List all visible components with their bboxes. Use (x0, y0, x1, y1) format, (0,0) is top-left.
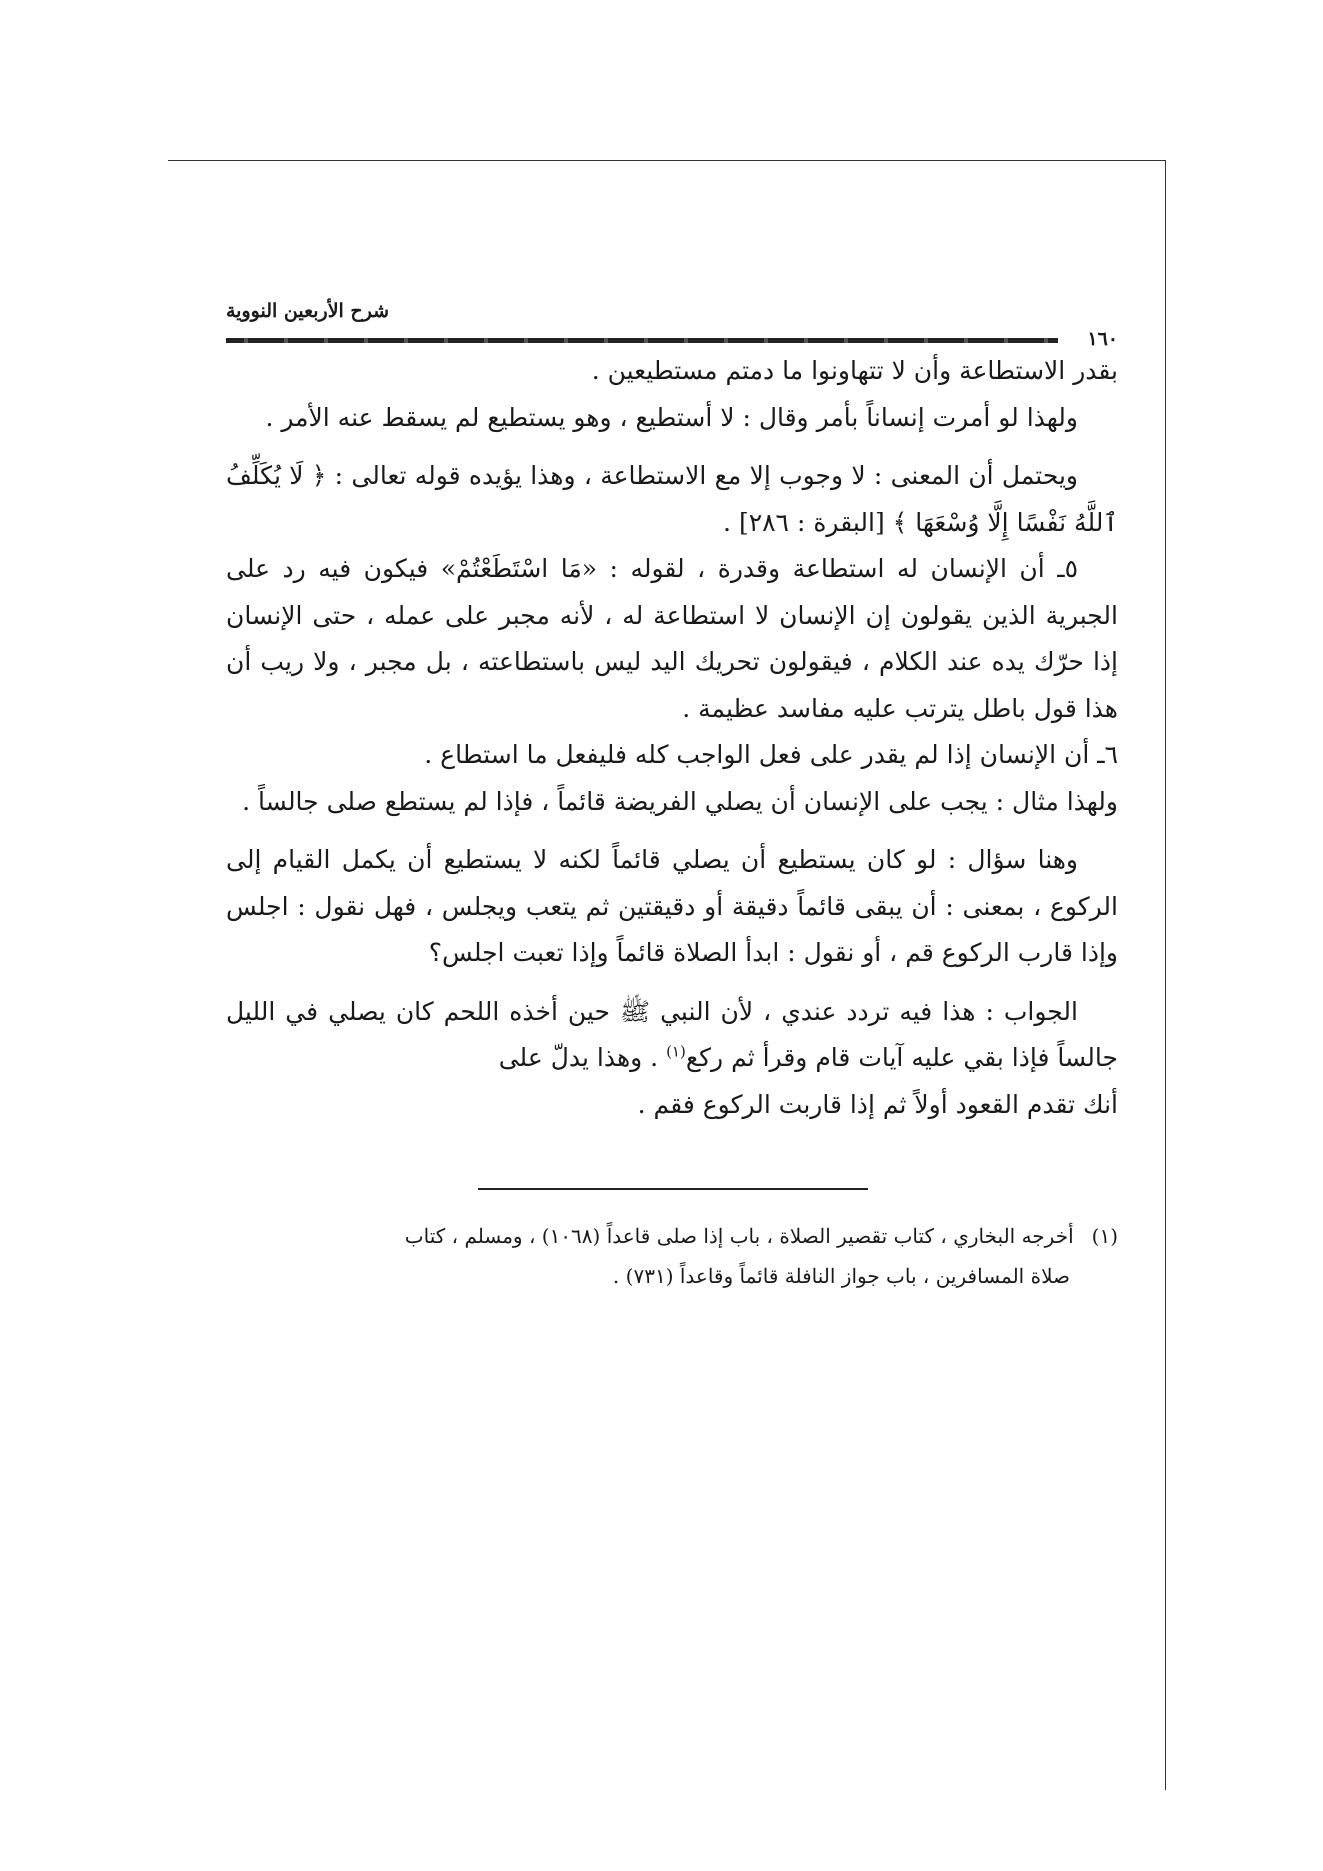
page-number: ١٦٠ (1079, 328, 1118, 350)
header-rule (226, 338, 1058, 343)
paragraph-6: ولهذا مثال : يجب على الإنسان أن يصلي الفريضة قائماً ، فإذا لم يستطع صلى جالساً . (242, 786, 1118, 816)
paragraph-5: ٦ـ أن الإنسان إذا لم يقدر على فعل الواجب كله فليفعل ما استطاع . (424, 740, 1118, 769)
footnote-1 (226, 1216, 1118, 1256)
footnote-text-line-1: أخرجه البخاري ، كتاب تقصير الصلاة ، باب إذا صلى قاعداً (١٠٦٨) ، ومسلم ، كتاب (404, 1224, 1074, 1248)
book-page (226, 298, 1118, 1296)
paragraph-1: بقدر الاستطاعة وأن لا تتهاونوا ما دمتم مستطيعين . (591, 356, 1118, 385)
body-text (226, 348, 1118, 1128)
footnote-reference[interactable]: (١) (666, 1042, 686, 1061)
paragraph-8-text: الجواب : هذا فيه تردد عندي ، لأن النبي ﷺ حين أخذه اللحم كان يصلي في الليل جالساً فإذا بقي عليه آيات قام وقرأ ثم ركع (226, 996, 1118, 1072)
footnotes (226, 1216, 1118, 1296)
footnote-separator (478, 1188, 868, 1190)
running-header (226, 298, 1118, 348)
footnote-marker: (١) (1091, 1224, 1118, 1248)
footnote-text-line-2: صلاة المسافرين ، باب جواز النافلة قائماً وقاعداً (٧٣١) . (612, 1264, 1070, 1288)
crop-mark-top (168, 160, 1166, 161)
paragraph-9: أنك تقدم القعود أولاً ثم إذا قاربت الركوع فقم . (637, 1089, 1118, 1119)
paragraph-4: ٥ـ أن الإنسان له استطاعة وقدرة ، لقوله : «مَا اسْتَطَعْتُمْ» فيكون فيه رد على الجبرية الذين يقولون إن الإنسان لا استطاعة له ، لأنه مجبر على عمله ، حتى الإنسان إذا حرّك يده عند الكلام ، فيقولون تحريك اليد ليس باستطاعته ، بل مجبر ، ولا ريب أن هذا قول باطل يترتب عليه مفاسد عظيمة . (226, 554, 1118, 723)
running-header-title: شرح الأربعين النووية (226, 300, 390, 322)
crop-mark-right (1165, 160, 1166, 1790)
paragraph-8-tail: . وهذا يدلّ على (498, 1043, 667, 1072)
paragraph-2: ولهذا لو أمرت إنساناً بأمر وقال : لا أستطيع ، وهو يستطيع لم يسقط عنه الأمر . (265, 402, 1078, 432)
paragraph-3: ويحتمل أن المعنى : لا وجوب إلا مع الاستطاعة ، وهذا يؤيده قوله تعالى : ﴿ لَا يُكَلِّفُ ٱللَّهُ نَفْسًا إِلَّا وُسْعَهَا ﴾ [البقرة : ٢٨٦] . (226, 461, 1118, 537)
paragraph-8 (226, 989, 1118, 1082)
paragraph-7: وهنا سؤال : لو كان يستطيع أن يصلي قائماً لكنه لا يستطيع أن يكمل القيام إلى الركوع ، بمعنى : أن يبقى قائماً دقيقة أو دقيقتين ثم يتعب ويجلس ، فهل نقول : اجلس وإذا قارب الركوع قم ، أو نقول : ابدأ الصلاة قائماً وإذا تعبت اجلس؟ (226, 845, 1118, 967)
